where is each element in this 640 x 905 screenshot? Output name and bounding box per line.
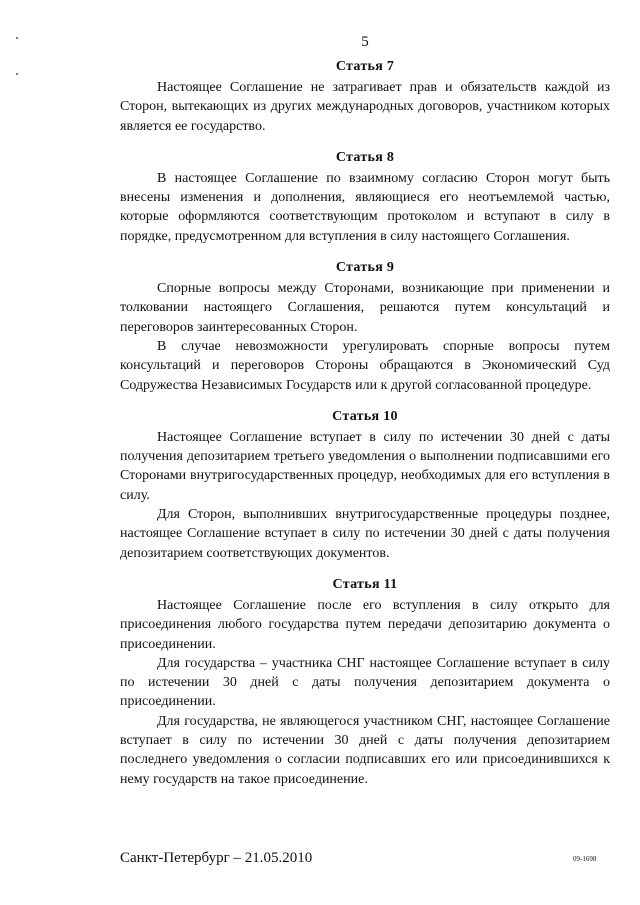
article-section [120,59,610,136]
document-page [120,34,610,803]
article-paragraph: В настоящее Соглашение по взаимному согласию Сторон могут быть внесены изменения и дополнения, являющиеся его неотъемлемой частью, которые оформляются соответствующим протоколом и вступают в силу в порядке, предусмотренном для вступления в силу настоящего Соглашения. [120,170,610,244]
article-title: Статья 11 [332,576,398,592]
page-number: 5 [361,34,369,50]
article-section [120,577,610,789]
article-paragraph: Настоящее Соглашение после его вступления в силу открыто для присоединения любого государства путем передачи депозитарию документа о присоединении. [120,597,610,652]
scan-dot [16,73,18,75]
article-paragraph: В случае невозможности урегулировать спорные вопросы путем консультаций и переговоров Стороны обращаются в Экономический Суд Содружества Независимых Государств или к другой согласованной процедуре. [120,338,610,393]
footer-document-code: 09-1698 [573,855,597,863]
article-paragraph: Спорные вопросы между Сторонами, возникающие при применении и толковании настоящего Соглашения, решаются путем консультаций и переговоров заинтересованных Сторон. [120,281,610,335]
articles-container [120,59,610,789]
article-title: Статья 9 [335,260,395,276]
article-paragraph: Настоящее Соглашение не затрагивает прав и обязательств каждой из Сторон, вытекающих из других международных договоров, участником которых является ее государство. [120,80,610,134]
article-section [120,260,610,395]
article-title: Статья 10 [332,408,398,424]
article-section [120,409,610,563]
article-paragraph: Настоящее Соглашение вступает в силу по истечении 30 дней с даты получения депозитарием третьего уведомления о выполнении подписавшими его Сторонами внутригосударственных процедур, необходимых для его вступления в силу. [120,429,610,503]
article-paragraph: Для государства, не являющегося участником СНГ, настоящее Соглашение вступает в силу по истечении 30 дней с даты получения депозитарием последнего уведомления о согласии подписавших его или присоединившихся к нему государств на такое присоединение. [120,713,610,787]
article-paragraph: Для Сторон, выполнивших внутригосударственные процедуры позднее, настоящее Соглашение вступает в силу по истечении 30 дней с даты получения депозитарием соответствующих документов. [120,507,610,561]
article-paragraph: Для государства – участника СНГ настоящее Соглашение вступает в силу по истечении 30 дней с даты получения депозитарием документа о присоединении. [120,655,610,710]
article-title: Статья 7 [335,59,395,74]
article-title: Статья 8 [335,149,395,165]
scan-dot [16,37,18,39]
article-section [120,150,610,246]
footer-place-date: Санкт-Петербург – 21.05.2010 [120,850,313,866]
